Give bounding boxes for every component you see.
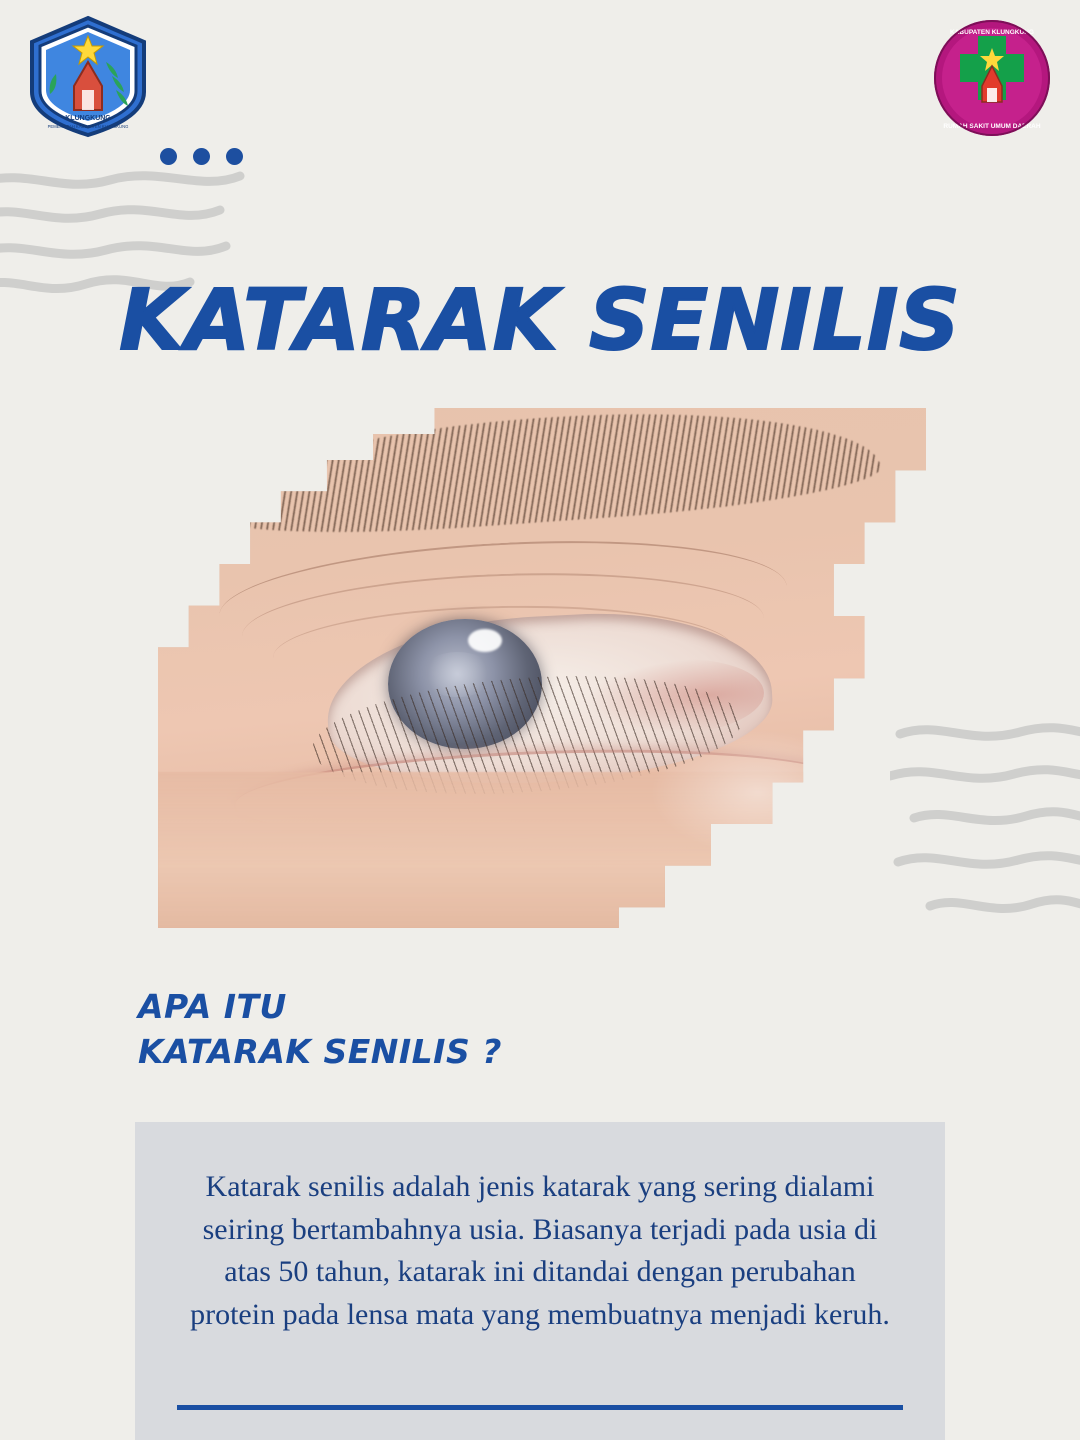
skin-highlight — [650, 730, 865, 855]
svg-text:RUMAH SAKIT UMUM DAERAH: RUMAH SAKIT UMUM DAERAH — [943, 123, 1041, 130]
eyebrow-shape — [201, 408, 882, 546]
logo-rsud-klungkung — [932, 18, 1052, 138]
cheek-area — [158, 772, 926, 928]
dot-icon — [160, 148, 177, 165]
svg-text:KLUNGKUNG: KLUNGKUNG — [65, 115, 111, 122]
logo-kabupaten-klungkung — [26, 14, 151, 139]
dot-icon — [226, 148, 243, 165]
wave-decoration-right — [890, 720, 1080, 940]
dot-cluster-top — [160, 148, 243, 165]
svg-text:PEMERINTAH KABUPATEN KLUNGKUNG: PEMERINTAH KABUPATEN KLUNGKUNG — [47, 124, 129, 129]
subheading-line-1: APA ITU — [138, 987, 287, 1026]
card-divider — [177, 1405, 903, 1410]
svg-text:KABUPATEN KLUNGKUNG: KABUPATEN KLUNGKUNG — [950, 29, 1034, 36]
description-card — [135, 1122, 945, 1440]
description-text: Katarak senilis adalah jenis katarak yang sering dialami seiring bertambahnya usia. Biasanya terjadi pada usia di atas 50 tahun, katarak ini ditandai dengan perubahan protein pada lensa mata yang membuatnya menjadi keruh. — [190, 1170, 890, 1331]
photo-illustration — [158, 408, 926, 928]
poster-title: KATARAK SENILIS — [119, 271, 961, 369]
section-subheading — [138, 985, 502, 1074]
dot-icon — [193, 148, 210, 165]
cataract-eye-photo — [158, 408, 926, 928]
subheading-line-2: KATARAK SENILIS ? — [138, 1031, 502, 1071]
